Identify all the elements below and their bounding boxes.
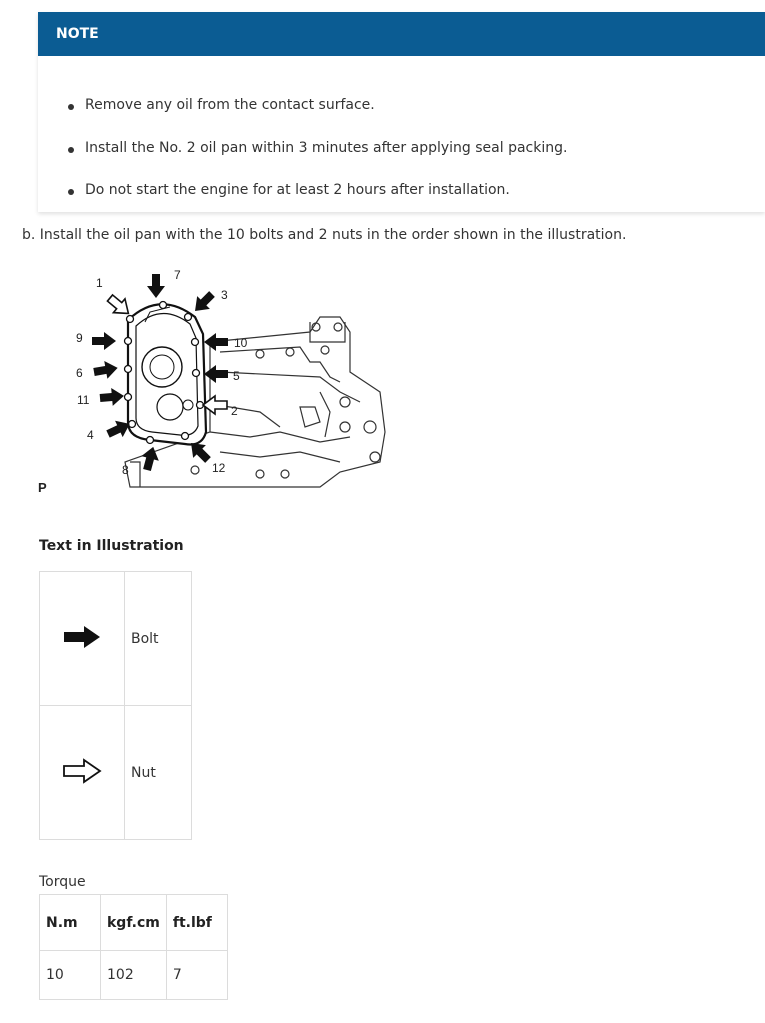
callout-1: 1 bbox=[96, 276, 103, 290]
torque-header: ft.lbf bbox=[166, 895, 227, 951]
legend-row bbox=[40, 706, 192, 840]
torque-value: 102 bbox=[101, 951, 167, 1000]
solid-arrow-icon bbox=[62, 624, 102, 650]
torque-header: kgf.cm bbox=[101, 895, 167, 951]
torque-table bbox=[39, 894, 228, 1000]
outline-arrow-icon bbox=[62, 758, 102, 784]
note-item: Install the No. 2 oil pan within 3 minutes after applying seal packing. bbox=[85, 140, 568, 156]
note-item: Remove any oil from the contact surface. bbox=[85, 97, 375, 113]
callout-4: 4 bbox=[87, 428, 94, 442]
callout-5: 5 bbox=[233, 369, 240, 383]
legend-title: Text in Illustration bbox=[39, 538, 184, 554]
legend-row bbox=[40, 572, 192, 706]
torque-value: 10 bbox=[40, 951, 101, 1000]
note-box bbox=[38, 12, 765, 212]
legend-table bbox=[39, 571, 192, 840]
callout-6: 6 bbox=[76, 366, 83, 380]
callout-2: 2 bbox=[231, 404, 238, 418]
callout-12: 12 bbox=[212, 461, 226, 475]
torque-header-row bbox=[40, 895, 228, 951]
note-item: Do not start the engine for at least 2 hours after installation. bbox=[85, 182, 510, 198]
torque-header: N.m bbox=[40, 895, 101, 951]
callout-8: 8 bbox=[122, 463, 129, 477]
legend-icon-cell bbox=[40, 706, 125, 840]
torque-value: 7 bbox=[166, 951, 227, 1000]
legend-icon-cell bbox=[40, 572, 125, 706]
callout-9: 9 bbox=[76, 331, 83, 345]
torque-label: Torque bbox=[39, 874, 86, 890]
illustration-corner-label: P bbox=[38, 480, 47, 495]
legend-label: Bolt bbox=[125, 572, 192, 706]
oil-pan-illustration bbox=[20, 262, 400, 502]
callout-3: 3 bbox=[221, 288, 228, 302]
callout-11: 11 bbox=[77, 393, 90, 407]
callout-10: 10 bbox=[234, 336, 248, 350]
step-instruction: b. Install the oil pan with the 10 bolts and 2 nuts in the order shown in the illustration. bbox=[22, 227, 627, 243]
legend-label: Nut bbox=[125, 706, 192, 840]
note-header: NOTE bbox=[38, 12, 765, 56]
callout-7: 7 bbox=[174, 268, 181, 282]
torque-value-row bbox=[40, 951, 228, 1000]
